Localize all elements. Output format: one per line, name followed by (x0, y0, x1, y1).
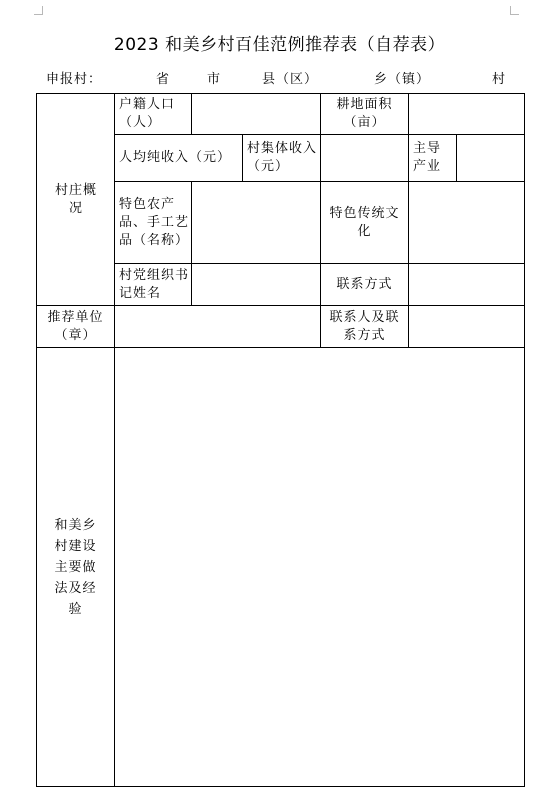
county-label: 县（区） (262, 72, 319, 87)
recommending-unit-label: 推荐单位（章） (47, 309, 104, 343)
specialty-products-label: 特色农产品、手工艺品（名称） (119, 196, 190, 248)
party-secretary-name-label: 村党组织书记姓名 (119, 267, 190, 301)
leading-industry-label: 主导产业 (413, 141, 442, 174)
specialty-products-field[interactable] (192, 182, 320, 263)
arable-land-area-label: 耕地面积（亩） (336, 97, 393, 130)
per-capita-net-income-label: 人均纯收入（元） (119, 150, 232, 165)
registered-population-label: 户籍人口（人） (119, 97, 176, 130)
specialty-culture-field[interactable] (409, 182, 524, 263)
contact-info-label: 联系方式 (336, 276, 393, 292)
form-title: 2023 和美乡村百佳范例推荐表（自荐表） (113, 35, 446, 55)
village-overview-label: 村庄概况 (54, 182, 97, 216)
table-border-right (524, 93, 525, 787)
main-practices-label: 和美乡村建设主要做法及经验 (54, 517, 97, 617)
contact-person-info-field[interactable] (409, 306, 524, 347)
applicant-label: 申报村： (46, 72, 103, 87)
table-border-bottom (36, 786, 525, 787)
main-practices-field[interactable] (115, 348, 524, 786)
village-collective-income-label: 村集体收入（元） (247, 141, 318, 174)
village-label: 村 (492, 72, 507, 87)
province-label: 省 (156, 72, 171, 87)
leading-industry-field[interactable] (457, 135, 524, 181)
specialty-culture-label: 特色传统文化 (329, 205, 400, 239)
contact-info-field[interactable] (409, 264, 524, 305)
registered-population-field[interactable] (192, 94, 320, 134)
party-secretary-name-field[interactable] (192, 264, 320, 305)
township-label: 乡（镇） (374, 72, 431, 87)
recommending-unit-field[interactable] (115, 306, 320, 347)
city-label: 市 (207, 72, 222, 87)
contact-person-info-label: 联系人及联系方式 (329, 309, 400, 343)
arable-land-area-field[interactable] (409, 94, 524, 134)
village-collective-income-field[interactable] (321, 135, 408, 181)
